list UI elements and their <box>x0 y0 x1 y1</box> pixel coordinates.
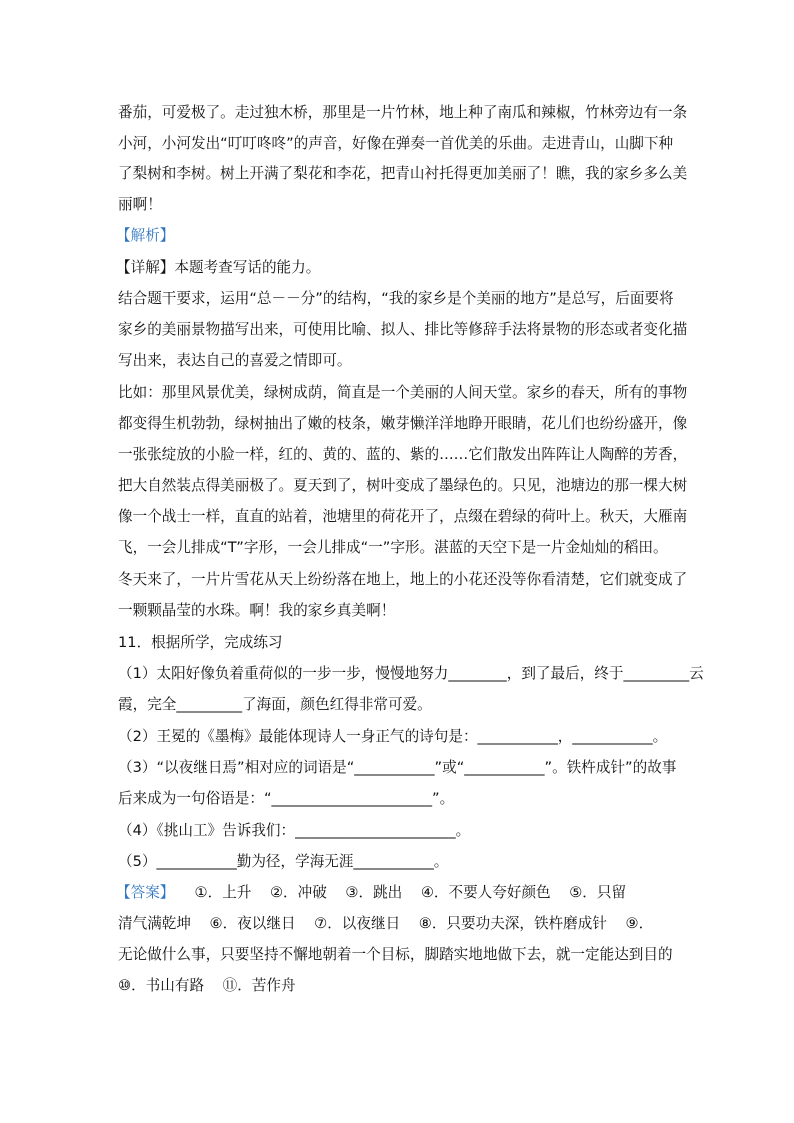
answer-line: ⑩．书山有路 ⑪．苦作舟 <box>118 977 296 994</box>
question-line: 霞，完全_________了海面，颜色红得非常可爱。 <box>118 696 432 713</box>
text-line: 家乡的美丽景物描写出来，可使用比喻、拟人、排比等修辞手法将景物的形态或者变化描 <box>118 321 688 338</box>
text-line: 一张张绽放的小脸一样，红的、黄的、蓝的、紫的……它们散发出阵阵让人陶醉的芳香， <box>118 446 688 463</box>
text-line: 小河，小河发出“叮叮咚咚”的声音，好像在弹奏一首优美的乐曲。走进青山，山脚下种 <box>118 135 674 152</box>
question-line: 后来成为一句俗语是：“______________________”。 <box>118 790 455 807</box>
text-line: 飞，一会儿排成“T”字形，一会儿排成“一”字形。湛蓝的天空下是一片金灿灿的稻田。 <box>118 539 668 556</box>
text-line: 结合题干要求，运用“总－－分”的结构，“我的家乡是个美丽的地方”是总写，后面要将 <box>118 290 674 307</box>
question-line: （5）___________勤为径，学海无涯___________。 <box>118 853 449 870</box>
text-line: 像一个战士一样，直直的站着，池塘里的荷花开了，点缀在碧绿的荷叶上。秋天，大雁南 <box>118 508 688 525</box>
text-line: 丽啊！ <box>118 196 162 213</box>
answer-line: 无论做什么事，只要坚持不懈地朝着一个目标，脚踏实地地做下去，就一定能达到目的 <box>118 946 673 963</box>
answer-line: 清气满乾坤 ⑥．夜以继日 ⑦．以夜继日 ⑧．只要功夫深，铁杵磨成针 ⑨． <box>118 915 654 932</box>
text-line: 比如：那里风景优美，绿树成荫，简直是一个美丽的人间天堂。家乡的春天，所有的事物 <box>118 384 688 401</box>
question-line: （1）太阳好像负着重荷似的一步一步，慢慢地努力________，到了最后，终于_________云 <box>118 665 704 682</box>
detail-heading: 【详解】本题考查写话的能力。 <box>116 259 321 276</box>
text-line: 写出来，表达自己的喜爱之情即可。 <box>118 352 352 369</box>
answer-line: ①．上升 ②．冲破 ③．跳出 ④．不要人夸好颜色 ⑤．只留 <box>176 884 627 901</box>
text-line: 把大自然装点得美丽极了。夏天到了，树叶变成了墨绿色的。只见，池塘边的那一棵大树 <box>118 477 688 494</box>
question-line: （2）王冕的《墨梅》最能体现诗人一身正气的诗句是：___________，___________。 <box>118 728 668 745</box>
question-line: （4）《挑山工》告诉我们：______________________。 <box>118 822 471 839</box>
text-line: 都变得生机勃勃，绿树抽出了嫩的枝条，嫩芽懒洋洋地睁开眼睛，花儿们也纷纷盛开，像 <box>118 415 688 432</box>
analysis-label: 【解析】 <box>116 227 175 244</box>
text-line: 冬天来了，一片片雪花从天上纷纷落在地上，地上的小花还没等你看清楚，它们就变成了 <box>118 571 688 588</box>
answer-label: 【答案】 <box>116 884 175 901</box>
question-title: 11．根据所学，完成练习 <box>118 634 283 651</box>
text-line: 一颗颗晶莹的水珠。啊！我的家乡真美啊！ <box>118 602 396 619</box>
text-line: 番茄，可爱极了。走过独木桥，那里是一片竹林，地上种了南瓜和辣椒，竹林旁边有一条 <box>118 104 688 121</box>
question-line: （3）“以夜继日焉”相对应的词语是“___________”或“___________”。铁杵成针”的故事 <box>118 759 677 776</box>
text-line: 了梨树和李树。树上开满了梨花和李花，把青山衬托得更加美丽了！瞧，我的家乡多么美 <box>118 165 688 182</box>
